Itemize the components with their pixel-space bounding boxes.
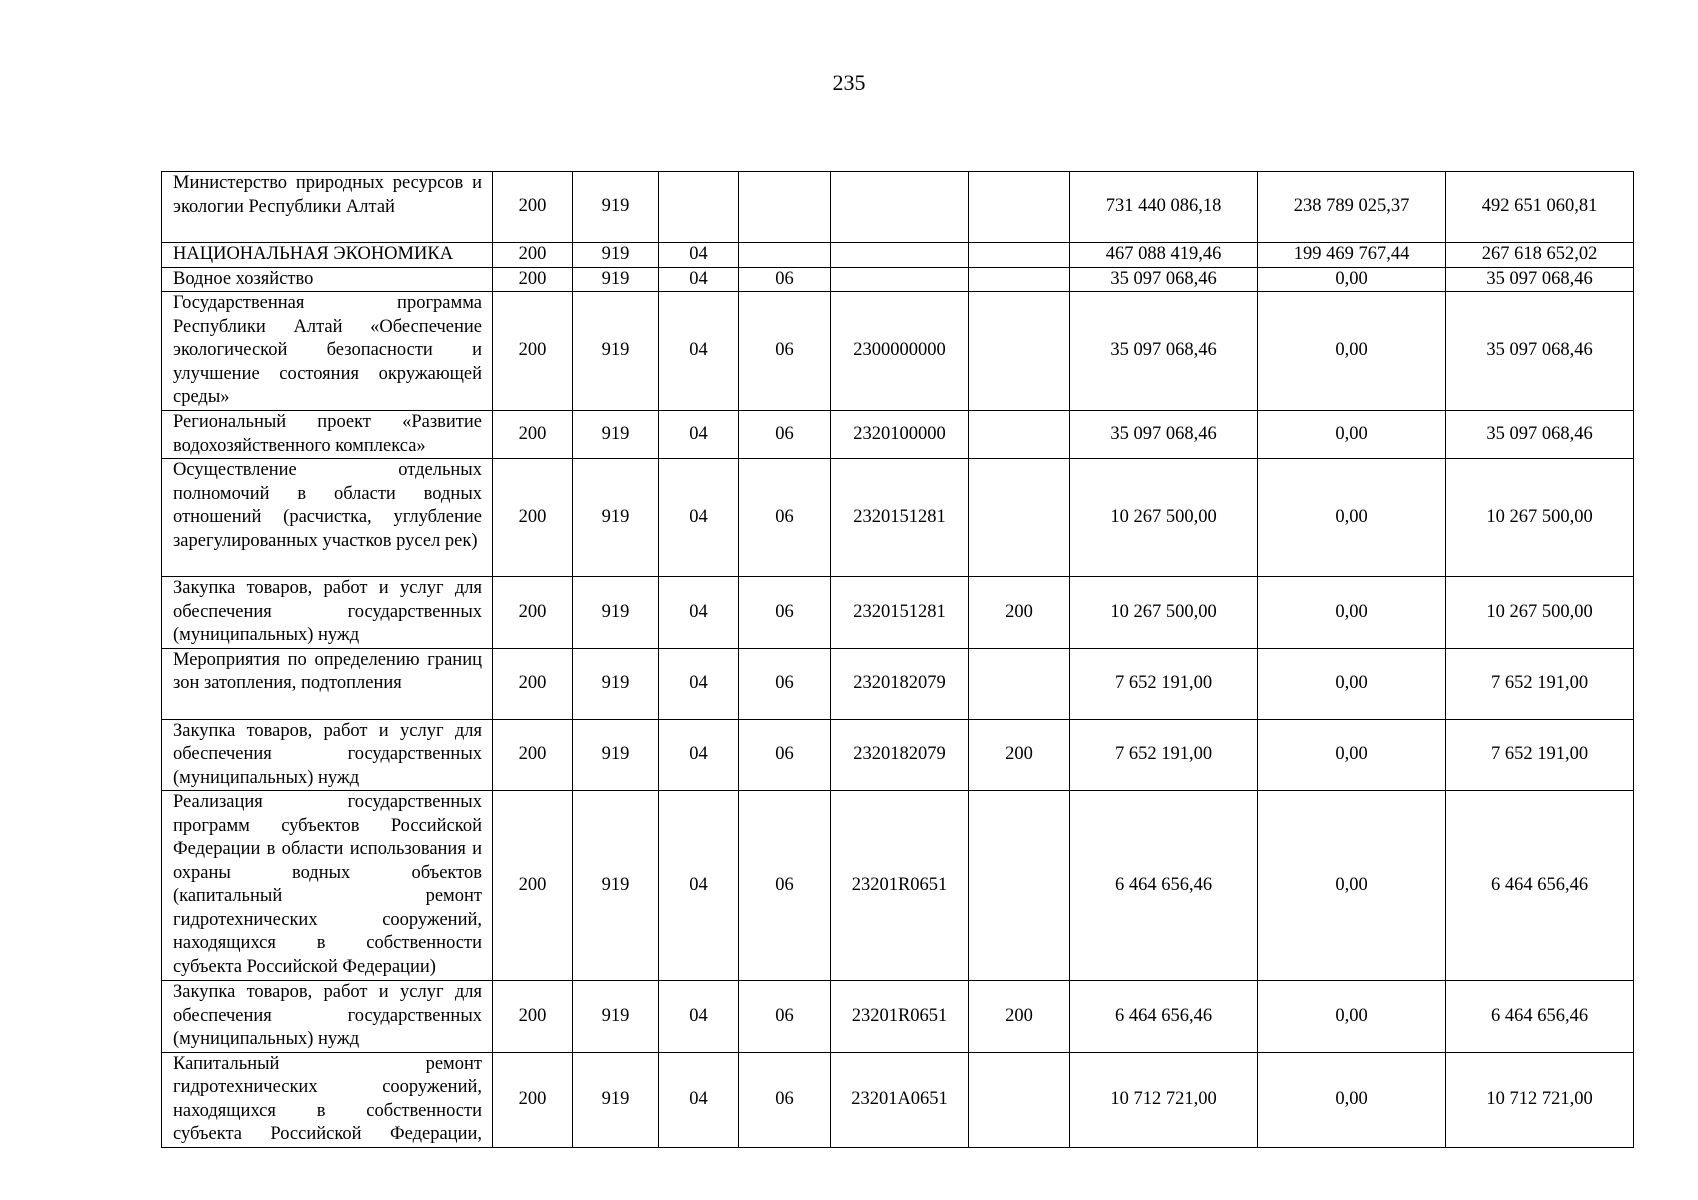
amount-regional-cell: 35 097 068,46 [1446, 411, 1634, 459]
expense-type-cell [969, 292, 1070, 411]
ministry-code-cell: 919 [573, 577, 659, 649]
target-article-cell: 2300000000 [831, 292, 969, 411]
target-article-cell [831, 172, 969, 243]
amount-regional-cell: 10 267 500,00 [1446, 577, 1634, 649]
code-cell: 200 [493, 719, 573, 791]
expense-type-cell: 200 [969, 981, 1070, 1053]
section-code-cell [659, 172, 739, 243]
amount-federal-cell: 0,00 [1258, 981, 1446, 1053]
section-code-cell: 04 [659, 243, 739, 268]
amount-regional-cell: 7 652 191,00 [1446, 719, 1634, 791]
amount-regional-cell: 7 652 191,00 [1446, 648, 1634, 719]
target-article-cell: 2320151281 [831, 577, 969, 649]
amount-federal-cell: 199 469 767,44 [1258, 243, 1446, 268]
row-name-cell: Мероприятия по определению границ зон затопления, подтопления [162, 648, 493, 719]
code-cell: 200 [493, 577, 573, 649]
section-code-cell: 04 [659, 267, 739, 292]
code-cell: 200 [493, 243, 573, 268]
amount-regional-cell: 492 651 060,81 [1446, 172, 1634, 243]
amount-federal-cell: 0,00 [1258, 719, 1446, 791]
subsection-code-cell [739, 172, 831, 243]
target-article-cell [831, 267, 969, 292]
amount-federal-cell: 0,00 [1258, 459, 1446, 577]
ministry-code-cell: 919 [573, 292, 659, 411]
section-code-cell: 04 [659, 648, 739, 719]
target-article-cell: 2320100000 [831, 411, 969, 459]
expense-type-cell [969, 459, 1070, 577]
row-name-cell: Министерство природных ресурсов и экологии Республики Алтай [162, 172, 493, 243]
table-row [162, 172, 1634, 243]
section-code-cell: 04 [659, 459, 739, 577]
subsection-code-cell: 06 [739, 292, 831, 411]
page-number: 235 [832, 70, 866, 95]
ministry-code-cell: 919 [573, 459, 659, 577]
code-cell: 200 [493, 791, 573, 981]
amount-total-cell: 10 267 500,00 [1070, 577, 1258, 649]
target-article-cell: 23201A0651 [831, 1052, 969, 1147]
ministry-code-cell: 919 [573, 243, 659, 268]
row-name-cell: Осуществление отдельных полномочий в области водных отношений (расчистка, углубление зарегулированных участков русел рек) [162, 459, 493, 577]
section-code-cell: 04 [659, 719, 739, 791]
section-code-cell: 04 [659, 577, 739, 649]
section-code-cell: 04 [659, 981, 739, 1053]
amount-regional-cell: 35 097 068,46 [1446, 292, 1634, 411]
table-body [162, 172, 1634, 1148]
target-article-cell: 23201R0651 [831, 791, 969, 981]
amount-federal-cell: 0,00 [1258, 292, 1446, 411]
row-name-cell: НАЦИОНАЛЬНАЯ ЭКОНОМИКА [162, 243, 493, 268]
amount-regional-cell: 267 618 652,02 [1446, 243, 1634, 268]
target-article-cell [831, 243, 969, 268]
row-name-cell: Реализация государственных программ субъектов Российской Федерации в области использования и охраны водных объектов (капитальный ремонт гидротехнических сооружений, находящихся в собственности субъекта Российской Федерации) [162, 791, 493, 981]
amount-federal-cell: 0,00 [1258, 648, 1446, 719]
subsection-code-cell: 06 [739, 1052, 831, 1147]
ministry-code-cell: 919 [573, 719, 659, 791]
ministry-code-cell: 919 [573, 267, 659, 292]
subsection-code-cell: 06 [739, 459, 831, 577]
amount-total-cell: 731 440 086,18 [1070, 172, 1258, 243]
expense-type-cell [969, 172, 1070, 243]
row-name-cell: Закупка товаров, работ и услуг для обеспечения государственных (муниципальных) нужд [162, 981, 493, 1053]
expense-type-cell [969, 267, 1070, 292]
amount-total-cell: 467 088 419,46 [1070, 243, 1258, 268]
amount-total-cell: 6 464 656,46 [1070, 981, 1258, 1053]
target-article-cell: 2320151281 [831, 459, 969, 577]
code-cell: 200 [493, 267, 573, 292]
amount-total-cell: 35 097 068,46 [1070, 267, 1258, 292]
table-row [162, 577, 1634, 649]
subsection-code-cell: 06 [739, 791, 831, 981]
target-article-cell: 23201R0651 [831, 981, 969, 1053]
table-row [162, 292, 1634, 411]
ministry-code-cell: 919 [573, 791, 659, 981]
amount-regional-cell: 6 464 656,46 [1446, 981, 1634, 1053]
table-row [162, 648, 1634, 719]
table-row [162, 719, 1634, 791]
row-name-cell: Региональный проект «Развитие водохозяйственного комплекса» [162, 411, 493, 459]
table-row [162, 267, 1634, 292]
ministry-code-cell: 919 [573, 172, 659, 243]
amount-total-cell: 10 267 500,00 [1070, 459, 1258, 577]
amount-regional-cell: 10 712 721,00 [1446, 1052, 1634, 1147]
amount-total-cell: 6 464 656,46 [1070, 791, 1258, 981]
code-cell: 200 [493, 459, 573, 577]
subsection-code-cell: 06 [739, 411, 831, 459]
row-name-cell: Капитальный ремонт гидротехнических сооружений, находящихся в собственности субъекта Российской Федерации, [162, 1052, 493, 1147]
ministry-code-cell: 919 [573, 1052, 659, 1147]
target-article-cell: 2320182079 [831, 648, 969, 719]
amount-federal-cell: 0,00 [1258, 577, 1446, 649]
row-name-cell: Водное хозяйство [162, 267, 493, 292]
amount-federal-cell: 0,00 [1258, 411, 1446, 459]
table-row [162, 791, 1634, 981]
amount-regional-cell: 10 267 500,00 [1446, 459, 1634, 577]
ministry-code-cell: 919 [573, 981, 659, 1053]
table-row [162, 243, 1634, 268]
amount-federal-cell: 0,00 [1258, 267, 1446, 292]
expense-type-cell [969, 411, 1070, 459]
amount-total-cell: 7 652 191,00 [1070, 719, 1258, 791]
code-cell: 200 [493, 411, 573, 459]
subsection-code-cell: 06 [739, 577, 831, 649]
code-cell: 200 [493, 648, 573, 719]
code-cell: 200 [493, 981, 573, 1053]
code-cell: 200 [493, 1052, 573, 1147]
subsection-code-cell: 06 [739, 719, 831, 791]
expense-type-cell [969, 243, 1070, 268]
amount-regional-cell: 35 097 068,46 [1446, 267, 1634, 292]
table-row [162, 459, 1634, 577]
code-cell: 200 [493, 292, 573, 411]
subsection-code-cell: 06 [739, 648, 831, 719]
expense-type-cell: 200 [969, 577, 1070, 649]
section-code-cell: 04 [659, 791, 739, 981]
budget-table [161, 171, 1634, 1148]
target-article-cell: 2320182079 [831, 719, 969, 791]
amount-federal-cell: 0,00 [1258, 1052, 1446, 1147]
amount-federal-cell: 0,00 [1258, 791, 1446, 981]
amount-regional-cell: 6 464 656,46 [1446, 791, 1634, 981]
subsection-code-cell: 06 [739, 267, 831, 292]
amount-total-cell: 35 097 068,46 [1070, 411, 1258, 459]
expense-type-cell: 200 [969, 719, 1070, 791]
subsection-code-cell: 06 [739, 981, 831, 1053]
expense-type-cell [969, 791, 1070, 981]
code-cell: 200 [493, 172, 573, 243]
amount-total-cell: 35 097 068,46 [1070, 292, 1258, 411]
amount-total-cell: 10 712 721,00 [1070, 1052, 1258, 1147]
table-row [162, 981, 1634, 1053]
section-code-cell: 04 [659, 292, 739, 411]
expense-type-cell [969, 1052, 1070, 1147]
expense-type-cell [969, 648, 1070, 719]
section-code-cell: 04 [659, 411, 739, 459]
table-row [162, 411, 1634, 459]
row-name-cell: Закупка товаров, работ и услуг для обеспечения государственных (муниципальных) нужд [162, 719, 493, 791]
section-code-cell: 04 [659, 1052, 739, 1147]
row-name-cell: Государственная программа Республики Алтай «Обеспечение экологической безопасности и улучшение состояния окружающей среды» [162, 292, 493, 411]
amount-total-cell: 7 652 191,00 [1070, 648, 1258, 719]
ministry-code-cell: 919 [573, 648, 659, 719]
table-row [162, 1052, 1634, 1147]
amount-federal-cell: 238 789 025,37 [1258, 172, 1446, 243]
subsection-code-cell [739, 243, 831, 268]
row-name-cell: Закупка товаров, работ и услуг для обеспечения государственных (муниципальных) нужд [162, 577, 493, 649]
ministry-code-cell: 919 [573, 411, 659, 459]
